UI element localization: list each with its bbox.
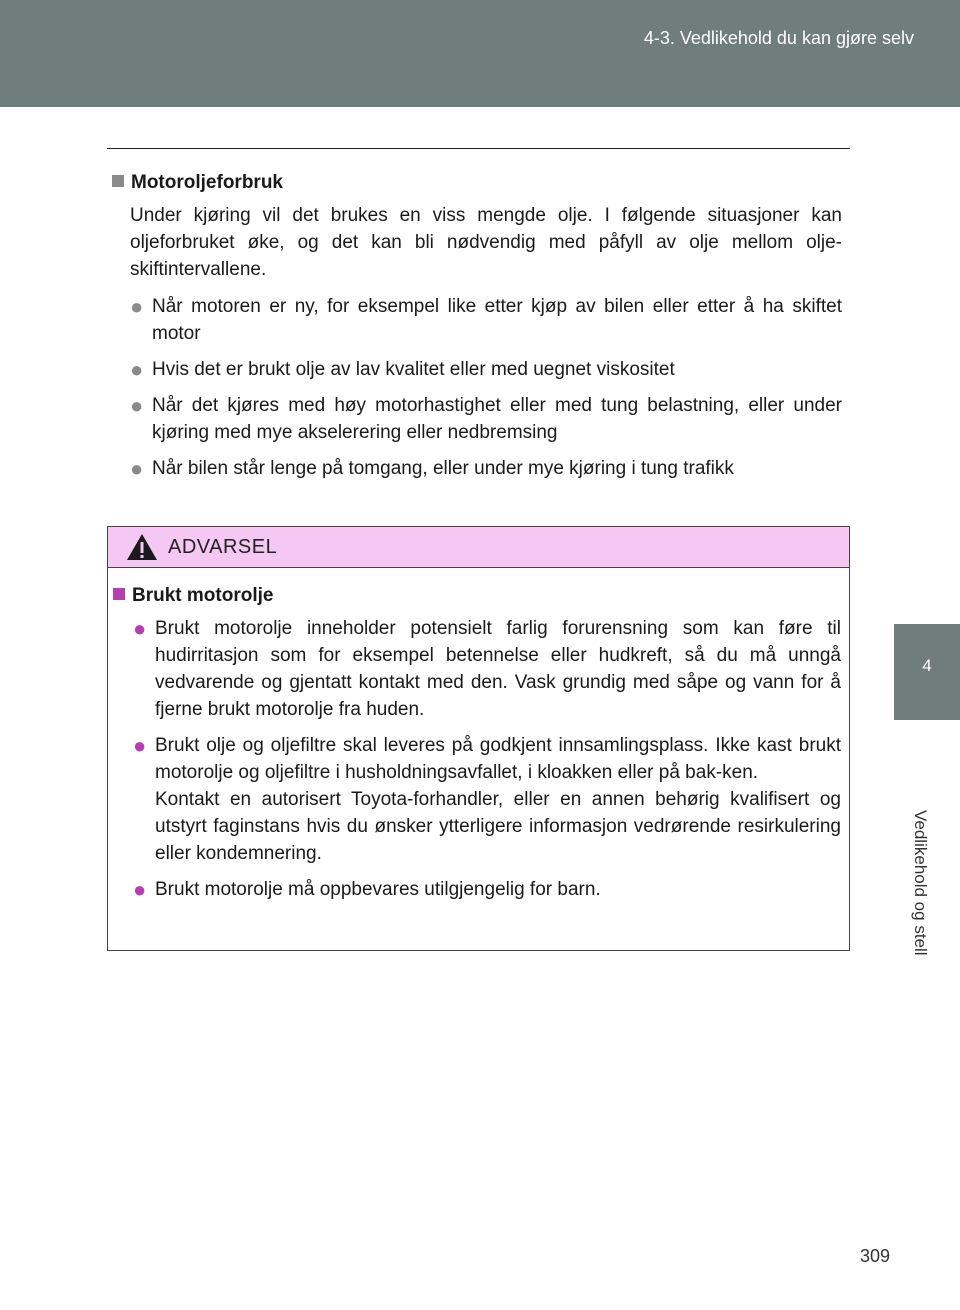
warning-header xyxy=(108,527,849,568)
top-divider xyxy=(107,148,850,149)
circle-bullet-icon: ● xyxy=(133,877,147,902)
list-item: ● Når motoren er ny, for eksempel like etter kjøp av bilen eller etter å ha skiftet motor xyxy=(130,293,842,347)
circle-bullet-icon: ● xyxy=(130,456,144,481)
circle-bullet-icon: ● xyxy=(130,393,144,418)
circle-bullet-icon: ● xyxy=(130,357,144,382)
section-intro: Under kjøring vil det brukes en viss mengde olje. I følgende situasjoner kan oljeforbruket øke, og det kan bli nødvendig med påfyll av olje mellom olje-skiftintervallene. xyxy=(130,205,842,280)
warning-label: ADVARSEL xyxy=(168,536,278,558)
chapter-label: Vedlikehold og stell xyxy=(911,810,930,956)
list-item: ● Brukt motorolje må oppbevares utilgjengelig for barn. xyxy=(133,877,601,902)
page-number: 309 xyxy=(859,1246,890,1266)
chapter-number: 4 xyxy=(922,656,932,675)
circle-bullet-icon: ● xyxy=(133,733,147,758)
warning-triangle-icon xyxy=(126,533,158,561)
circle-bullet-icon: ● xyxy=(130,294,144,319)
warning-title: Brukt motorolje xyxy=(113,585,841,607)
list-item: ● Når det kjøres med høy motorhastighet eller med tung belastning, eller under kjøring med mye akselerering eller nedbremsing xyxy=(130,392,842,446)
square-bullet-icon xyxy=(112,175,124,187)
square-bullet-icon xyxy=(113,588,125,600)
section-title: Motoroljeforbruk xyxy=(112,172,842,194)
warning-box xyxy=(107,526,850,951)
list-item: ● Brukt olje og oljefiltre skal leveres på godkjent innsamlingsplass. Ikke kast brukt motorolje og oljefiltre i husholdningsavfallet, i kloakken eller på bak-ken. Kontakt en autorisert Toyota-forhandler, eller en annen behørig kvalifisert og utstyrt faginstans hvis du ønsker ytterligere informasjon vedrørende resirkulering eller kondemnering. xyxy=(133,732,841,867)
oil-consumption-section xyxy=(112,172,842,491)
list-item: ● Brukt motorolje inneholder potensielt farlig forurensning som kan føre til hudirritasjon som for eksempel betennelse eller hudkreft, så du må unngå vedvarende og gjentatt kontakt med den. Vask grundig med såpe og vann for å fjerne brukt motorolje fra huden. xyxy=(133,615,841,723)
bullet-extra-text: Kontakt en autorisert Toyota-forhandler, eller en annen behørig kvalifisert og utstyrt faginstans hvis du ønsker ytterligere informasjon vedrørende resirkulering eller kondemnering. xyxy=(155,789,841,864)
list-item: ● Hvis det er brukt olje av lav kvalitet eller med uegnet viskositet xyxy=(130,357,675,382)
list-item: ● Når bilen står lenge på tomgang, eller under mye kjøring i tung trafikk xyxy=(130,456,734,481)
header-title: 4-3. Vedlikehold du kan gjøre selv xyxy=(643,28,914,48)
warning-body xyxy=(108,568,849,903)
header-band xyxy=(0,0,960,107)
circle-bullet-icon: ● xyxy=(133,616,147,641)
